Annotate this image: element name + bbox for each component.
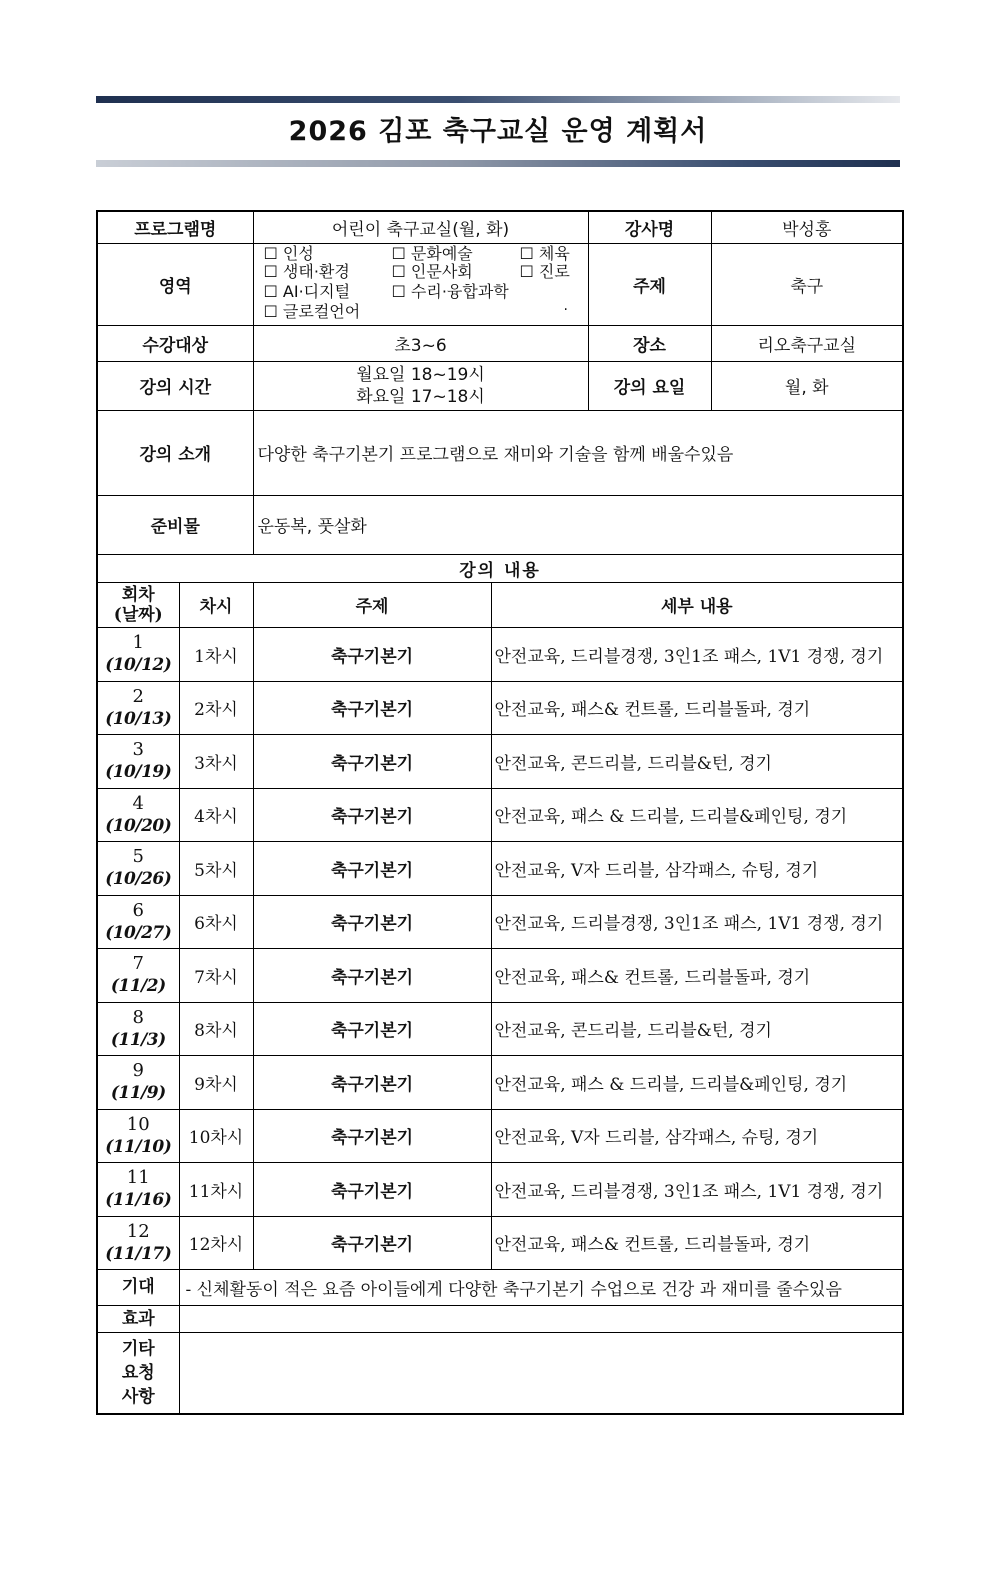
- session-number: 10: [126, 1113, 150, 1135]
- session-detail: 안전교육, 콘드리블, 드리블&턴, 경기: [491, 1002, 903, 1055]
- session-topic: 축구기본기: [253, 1162, 491, 1216]
- session-topic: 축구기본기: [253, 895, 491, 948]
- session-number: 11: [126, 1167, 150, 1188]
- area-label: 영역: [97, 243, 253, 325]
- session-period: 6차시: [179, 895, 253, 948]
- session-period: 3차시: [179, 734, 253, 788]
- area-checkbox[interactable]: ☐ 인성: [263, 244, 314, 263]
- session-number: 3: [132, 739, 144, 760]
- table-row: [97, 1216, 903, 1269]
- session-date: (10/13): [105, 708, 172, 729]
- etc-value: [179, 1332, 903, 1414]
- place-value: 리오축구교실: [711, 325, 903, 361]
- session-topic: 축구기본기: [253, 681, 491, 734]
- day-value: 월, 화: [711, 361, 903, 410]
- session-detail: 안전교육, 드리블경쟁, 3인1조 패스, 1V1 경쟁, 경기: [491, 895, 903, 948]
- area-checkbox[interactable]: ☐ 글로컬언어: [263, 302, 361, 321]
- area-checkbox[interactable]: ☐ 문화예술: [391, 244, 473, 263]
- expect-row: [97, 1269, 903, 1305]
- program-row: [97, 211, 903, 243]
- table-row: [97, 895, 903, 948]
- time-tuesday: 화요일 17~18시: [356, 386, 485, 407]
- session-number-cell: [97, 734, 179, 788]
- session-detail: 안전교육, 패스 & 드리블, 드리블&페인팅, 경기: [491, 788, 903, 841]
- instructor-value: 박성홍: [711, 211, 903, 243]
- table-row: [97, 948, 903, 1002]
- subject-value: 축구: [711, 243, 903, 325]
- area-checkbox[interactable]: ☐ 생태·환경: [263, 262, 350, 281]
- header-round-line2: (날짜): [113, 604, 163, 625]
- session-number-cell: [97, 1002, 179, 1055]
- session-date: (11/3): [110, 1029, 166, 1050]
- session-detail: 안전교육, 드리블경쟁, 3인1조 패스, 1V1 경쟁, 경기: [491, 1162, 903, 1216]
- session-date: (11/16): [105, 1190, 172, 1210]
- instructor-label: 강사명: [588, 211, 711, 243]
- time-label: 강의 시간: [97, 361, 253, 410]
- area-checklist: [253, 243, 588, 325]
- session-topic: 축구기본기: [253, 1055, 491, 1109]
- session-topic: 축구기본기: [253, 788, 491, 841]
- program-label: 프로그램명: [97, 211, 253, 243]
- etc-label: [97, 1332, 179, 1414]
- session-topic: 축구기본기: [253, 1109, 491, 1162]
- session-number-cell: [97, 681, 179, 734]
- session-detail: 안전교육, 콘드리블, 드리블&턴, 경기: [491, 734, 903, 788]
- intro-row: [97, 410, 903, 495]
- target-label: 수강대상: [97, 325, 253, 361]
- session-period: 11차시: [179, 1162, 253, 1216]
- title-rule-top: [96, 96, 900, 103]
- target-value: 초3~6: [253, 325, 588, 361]
- materials-value: 운동복, 풋살화: [253, 495, 903, 554]
- time-row: [97, 361, 903, 410]
- session-period: 1차시: [179, 627, 253, 681]
- session-period: 2차시: [179, 681, 253, 734]
- header-topic: 주제: [253, 582, 491, 627]
- target-row: [97, 325, 903, 361]
- area-checkbox[interactable]: ☐ 진로: [519, 262, 570, 281]
- session-number-cell: [97, 627, 179, 681]
- area-checkbox[interactable]: ☐ 체육: [519, 244, 570, 263]
- area-checkbox[interactable]: ☐ AI·디지털: [263, 282, 351, 301]
- session-detail: 안전교육, 패스& 컨트롤, 드리블돌파, 경기: [491, 681, 903, 734]
- session-number: 9: [132, 1060, 144, 1081]
- intro-value: 다양한 축구기본기 프로그램으로 재미와 기술을 함께 배울수있음: [253, 410, 903, 495]
- session-number-cell: [97, 948, 179, 1002]
- session-date: (10/20): [105, 815, 172, 836]
- session-number-cell: [97, 1162, 179, 1216]
- session-period: 10차시: [179, 1109, 253, 1162]
- table-row: [97, 1109, 903, 1162]
- table-row: [97, 1162, 903, 1216]
- session-detail: 안전교육, 드리블경쟁, 3인1조 패스, 1V1 경쟁, 경기: [491, 627, 903, 681]
- content-header-row: [97, 582, 903, 627]
- session-number: 6: [132, 899, 144, 921]
- header-detail: 세부 내용: [491, 582, 903, 627]
- expect-label: 기대: [97, 1269, 179, 1305]
- session-date: (10/12): [105, 655, 172, 675]
- session-number: 8: [132, 1006, 144, 1028]
- header-period: 차시: [179, 582, 253, 627]
- session-date: (11/17): [105, 1243, 172, 1264]
- session-date: (11/9): [110, 1083, 166, 1103]
- effect-value: [179, 1305, 903, 1332]
- session-date: (10/26): [105, 869, 172, 889]
- time-value: [253, 361, 588, 410]
- session-period: 9차시: [179, 1055, 253, 1109]
- materials-label: 준비물: [97, 495, 253, 554]
- session-period: 8차시: [179, 1002, 253, 1055]
- session-topic: 축구기본기: [253, 734, 491, 788]
- session-detail: 안전교육, 패스& 컨트롤, 드리블돌파, 경기: [491, 948, 903, 1002]
- table-row: [97, 681, 903, 734]
- plan-table: [96, 210, 904, 1415]
- session-topic: 축구기본기: [253, 948, 491, 1002]
- content-section-title: 강의 내용: [97, 554, 903, 582]
- session-number: 5: [132, 846, 144, 867]
- session-date: (10/19): [105, 762, 172, 782]
- session-detail: 안전교육, V자 드리블, 삼각패스, 슈팅, 경기: [491, 841, 903, 895]
- session-date: (11/2): [110, 976, 166, 996]
- session-number-cell: [97, 1216, 179, 1269]
- session-period: 7차시: [179, 948, 253, 1002]
- table-row: [97, 1055, 903, 1109]
- intro-label: 강의 소개: [97, 410, 253, 495]
- effect-row: [97, 1305, 903, 1332]
- table-row: [97, 841, 903, 895]
- session-number: 7: [132, 953, 144, 974]
- session-detail: 안전교육, 패스& 컨트롤, 드리블돌파, 경기: [491, 1216, 903, 1269]
- session-date: (11/10): [105, 1136, 172, 1157]
- subject-label: 주제: [588, 243, 711, 325]
- session-detail: 안전교육, 패스 & 드리블, 드리블&페인팅, 경기: [491, 1055, 903, 1109]
- session-topic: 축구기본기: [253, 1216, 491, 1269]
- session-number-cell: [97, 895, 179, 948]
- title-rule-bottom: [96, 160, 900, 167]
- etc-label-line2: 요청: [121, 1362, 155, 1383]
- etc-row: [97, 1332, 903, 1414]
- session-period: 12차시: [179, 1216, 253, 1269]
- etc-label-line3: 사항: [121, 1386, 155, 1407]
- header-round-line1: 회차: [121, 584, 155, 605]
- session-number: 12: [126, 1220, 150, 1242]
- session-number-cell: [97, 788, 179, 841]
- table-row: [97, 788, 903, 841]
- session-number-cell: [97, 841, 179, 895]
- content-title-row: [97, 554, 903, 582]
- session-topic: 축구기본기: [253, 1002, 491, 1055]
- table-row: [97, 1002, 903, 1055]
- session-number-cell: [97, 1055, 179, 1109]
- session-period: 4차시: [179, 788, 253, 841]
- expect-value: - 신체활동이 적은 요즘 아이들에게 다양한 축구기본기 수업으로 건강 과 재미를 줄수있음: [179, 1269, 903, 1305]
- session-number: 4: [132, 792, 144, 814]
- area-row: [97, 243, 903, 325]
- table-row: [97, 627, 903, 681]
- day-label: 강의 요일: [588, 361, 711, 410]
- etc-label-line1: 기타: [121, 1338, 155, 1359]
- session-number-cell: [97, 1109, 179, 1162]
- session-topic: 축구기본기: [253, 627, 491, 681]
- area-checkbox[interactable]: ☐ 수리·융합과학: [391, 282, 509, 301]
- session-period: 5차시: [179, 841, 253, 895]
- place-label: 장소: [588, 325, 711, 361]
- effect-label: 효과: [97, 1305, 179, 1332]
- table-row: [97, 734, 903, 788]
- program-value: 어린이 축구교실(월, 화): [253, 211, 588, 243]
- time-monday: 월요일 18~19시: [356, 364, 485, 385]
- materials-row: [97, 495, 903, 554]
- session-topic: 축구기본기: [253, 841, 491, 895]
- session-date: (10/27): [105, 922, 172, 943]
- document-title: 2026 김포 축구교실 운영 계획서: [288, 116, 708, 147]
- header-round: [97, 582, 179, 627]
- session-number: 2: [132, 685, 144, 707]
- area-checkbox[interactable]: ☐ 인문사회: [391, 262, 473, 281]
- area-dot: ·: [563, 302, 568, 318]
- session-detail: 안전교육, V자 드리블, 삼각패스, 슈팅, 경기: [491, 1109, 903, 1162]
- session-number: 1: [132, 632, 144, 653]
